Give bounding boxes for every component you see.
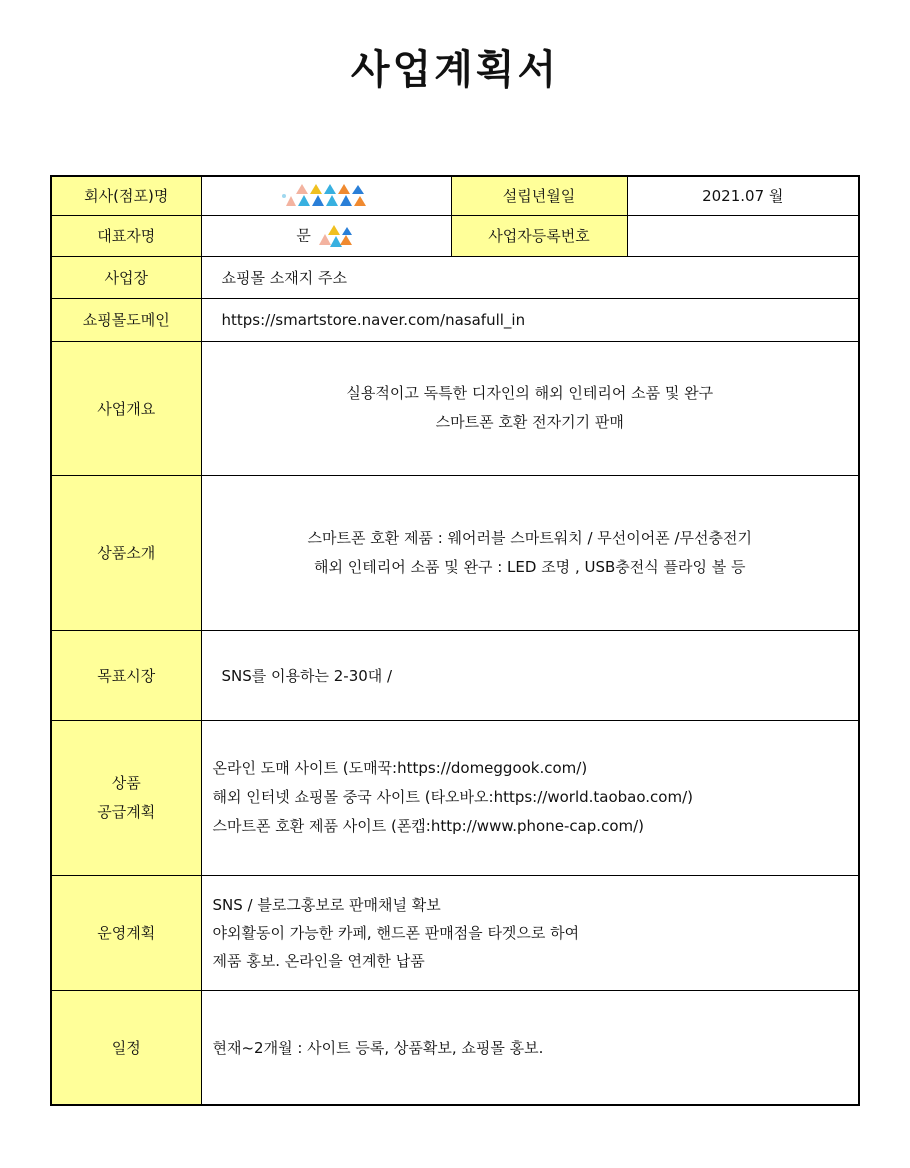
row-schedule xyxy=(51,990,859,1105)
label-operation: 운영계획 xyxy=(51,875,201,990)
label-supply xyxy=(51,720,201,875)
supply-line: 해외 인터넷 쇼핑몰 중국 사이트 (타오바오:https://world.taobao.com/) xyxy=(212,788,694,806)
row-company xyxy=(51,176,859,215)
value-ceo xyxy=(201,215,451,256)
ceo-name-prefix: 문 xyxy=(296,226,311,244)
row-overview xyxy=(51,341,859,475)
products-line: 해외 인테리어 소품 및 완구 : LED 조명 , USB충전식 플라잉 볼 등 xyxy=(313,557,746,576)
row-target xyxy=(51,630,859,720)
label-founded: 설립년월일 xyxy=(451,176,627,215)
row-operation xyxy=(51,875,859,990)
supply-line: 스마트폰 호환 제품 사이트 (폰캡:http://www.phone-cap.com/) xyxy=(212,817,645,835)
label-workplace: 사업장 xyxy=(51,256,201,298)
label-overview: 사업개요 xyxy=(51,341,201,475)
operation-line: 제품 홍보. 온라인을 연계한 납품 xyxy=(212,951,425,970)
supply-line: 온라인 도매 사이트 (도매꾹:https://domeggook.com/) xyxy=(212,759,588,777)
value-operation xyxy=(201,875,859,990)
supply-label-line: 공급계획 xyxy=(97,802,156,821)
supply-label-line: 상품 xyxy=(111,773,141,792)
overview-line: 스마트폰 호환 전자기기 판매 xyxy=(435,413,624,431)
row-domain xyxy=(51,298,859,341)
overview-line: 실용적이고 독특한 디자인의 해외 인테리어 소품 및 완구 xyxy=(346,384,714,402)
operation-line: 야외활동이 가능한 카페, 핸드폰 판매점을 타겟으로 하여 xyxy=(212,923,580,942)
label-company-name: 회사(점포)명 xyxy=(51,176,201,215)
business-plan-table xyxy=(50,175,860,1106)
value-supply xyxy=(201,720,859,875)
row-supply xyxy=(51,720,859,875)
label-target: 목표시장 xyxy=(51,630,201,720)
label-schedule: 일정 xyxy=(51,990,201,1105)
value-company-name xyxy=(201,176,451,215)
value-target: SNS를 이용하는 2-30대 / xyxy=(201,630,859,720)
value-domain: https://smartstore.naver.com/nasafull_in xyxy=(201,298,859,341)
label-products: 상품소개 xyxy=(51,475,201,630)
label-domain: 쇼핑몰도메인 xyxy=(51,298,201,341)
row-ceo xyxy=(51,215,859,256)
label-business-number: 사업자등록번호 xyxy=(451,215,627,256)
value-overview xyxy=(201,341,859,475)
redacted-company-name xyxy=(280,182,372,210)
value-schedule: 현재~2개월 : 사이트 등록, 상품확보, 쇼핑몰 홍보. xyxy=(201,990,859,1105)
value-workplace: 쇼핑몰 소재지 주소 xyxy=(201,256,859,298)
products-line: 스마트폰 호환 제품 : 웨어러블 스마트워치 / 무선이어폰 /무선충전기 xyxy=(307,528,753,547)
value-founded: 2021.07 월 xyxy=(627,176,859,215)
row-workplace xyxy=(51,256,859,298)
operation-line: SNS / 블로그홍보로 판매채널 확보 xyxy=(212,895,441,914)
page-title: 사업계획서 xyxy=(350,47,560,93)
value-products xyxy=(201,475,859,630)
value-business-number xyxy=(627,215,859,256)
label-ceo: 대표자명 xyxy=(51,215,201,256)
redacted-ceo-name xyxy=(316,223,356,249)
row-products xyxy=(51,475,859,630)
